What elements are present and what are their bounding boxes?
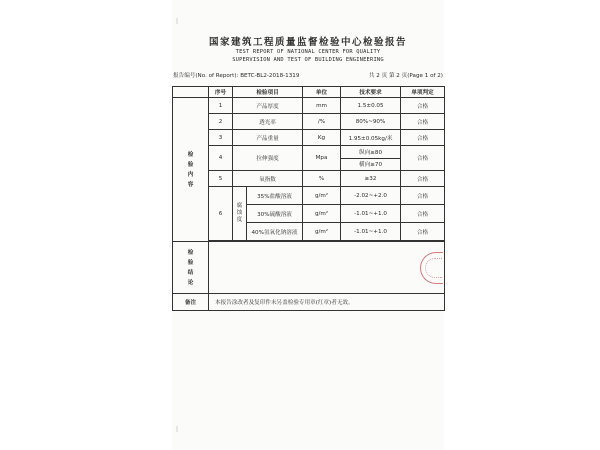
row-unit: Kg (303, 130, 341, 146)
report-number-value: BETC-BL2-2018-1319 (240, 73, 300, 79)
col-header-result: 单项判定 (401, 87, 445, 98)
report-number-line (172, 71, 444, 81)
table-row (173, 146, 445, 171)
requirement-transverse: 横向≥70 (341, 158, 400, 171)
remarks-row (173, 294, 445, 311)
conclusion-label-cell (173, 242, 209, 294)
row-result: 合格 (401, 130, 445, 146)
row-item: 产品重量 (233, 130, 303, 146)
row-unit: g/m² (303, 205, 341, 223)
report-number-label: 报告编号(No. of Report): (173, 73, 239, 79)
row-unit: Mpa (303, 146, 341, 171)
remarks-text: 本报告涂改者及复印件未另盖检验专用章(红章)者无效。 (209, 294, 445, 311)
binding-hole-mark (176, 426, 178, 432)
row-result: 合格 (401, 171, 445, 187)
section-label: 检验内容 (187, 151, 194, 188)
row-result: 合格 (401, 146, 445, 171)
row-item: 氧指数 (233, 171, 303, 187)
row-item: 30%硫酸溶液 (247, 205, 303, 223)
row-unit: g/m² (303, 187, 341, 205)
table-row (173, 98, 445, 114)
row-item: 35%盐酸溶液 (247, 187, 303, 205)
row-requirement: ≥32 (341, 171, 401, 187)
row-requirement: -1.01~+1.0 (341, 205, 401, 223)
remarks-label: 备注 (173, 294, 209, 311)
row-result: 合格 (401, 114, 445, 130)
table-row (173, 187, 445, 205)
row-requirement: 80%~90% (341, 114, 401, 130)
row-requirement: 1.95±0.05kg/米 (341, 130, 401, 146)
conclusion-content (209, 242, 445, 294)
row-item: 透光率 (233, 114, 303, 130)
table-row (173, 171, 445, 187)
binding-hole-mark (176, 18, 178, 24)
table-row (173, 130, 445, 146)
red-seal-stamp-inner (425, 258, 442, 278)
row-unit: mm (303, 98, 341, 114)
row-result: 合格 (401, 205, 445, 223)
report-number (173, 71, 299, 79)
row-result: 合格 (401, 187, 445, 205)
row-no: 1 (209, 98, 233, 114)
report-title-en-line2: SUPERVISION AND TEST OF BUILDING ENGINEERING (232, 57, 384, 63)
row-result: 合格 (401, 98, 445, 114)
test-results-table (172, 86, 445, 311)
report-sheet (172, 0, 444, 450)
col-header-item: 检验项目 (233, 87, 303, 98)
row-unit: g/m² (303, 223, 341, 241)
row-no: 3 (209, 130, 233, 146)
col-header-no: 序号 (209, 87, 233, 98)
conclusion-row (173, 242, 445, 294)
page-info: 共 2 页 第 2 页(Page 1 of 2) (368, 73, 443, 79)
col-header-unit: 单位 (303, 87, 341, 98)
conclusion-label: 检验结论 (187, 249, 194, 286)
row-no: 5 (209, 171, 233, 187)
row-requirement: 1.5±0.05 (341, 98, 401, 114)
row-unit: % (303, 171, 341, 187)
corrosion-group-label: 腐蚀度 (236, 203, 243, 223)
col-header-requirement: 技术要求 (341, 87, 401, 98)
row-requirement: -2.02~+2.0 (341, 187, 401, 205)
table-header-row (173, 87, 445, 98)
requirement-longitudinal: 纵向≥80 (359, 149, 383, 156)
row-no: 4 (209, 146, 233, 171)
corrosion-group-cell (233, 187, 247, 241)
row-no: 6 (209, 187, 233, 241)
row-requirement: -1.01~+1.0 (341, 223, 401, 241)
row-item: 产品厚度 (233, 98, 303, 114)
row-requirement (341, 146, 401, 171)
report-title-en-line1: TEST REPORT OF NATIONAL CENTER FOR QUALITY (235, 49, 381, 55)
table-row (173, 114, 445, 130)
row-item: 拉伸强度 (233, 146, 303, 171)
row-result: 合格 (401, 223, 445, 241)
row-no: 2 (209, 114, 233, 130)
row-unit: /% (303, 114, 341, 130)
row-item: 40%氢氧化钠溶液 (247, 223, 303, 241)
report-title-cn: 国家建筑工程质量监督检验中心检验报告 (208, 37, 407, 48)
section-label-cell (173, 98, 209, 242)
